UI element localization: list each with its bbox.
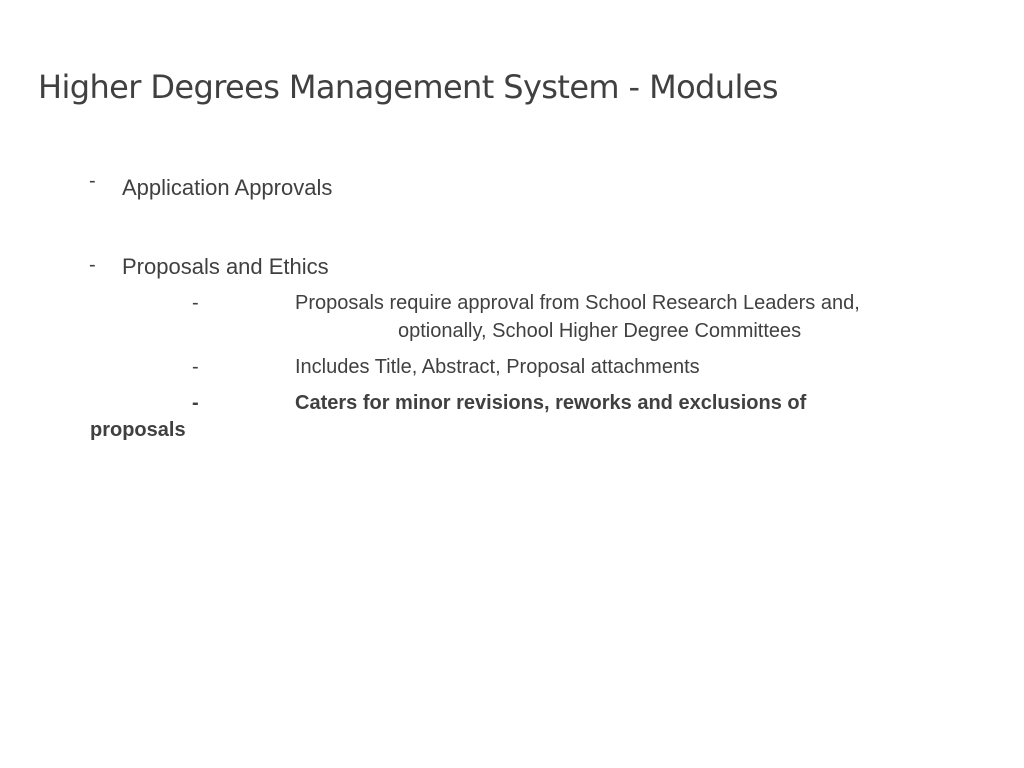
bullet-proposals-and-ethics: Proposals and Ethics xyxy=(122,254,329,279)
bullet-dash: - xyxy=(89,254,96,276)
sub-bullet-approval-line1: Proposals require approval from School Research Leaders and, xyxy=(295,292,860,314)
sub-bullet-includes: Includes Title, Abstract, Proposal attachments xyxy=(295,356,700,378)
sub-bullet-dash: - xyxy=(192,392,199,414)
slide-title: Higher Degrees Management System - Modules xyxy=(38,68,778,106)
sub-bullet-approval-line2: optionally, School Higher Degree Committees xyxy=(398,320,802,342)
bullet-dash: - xyxy=(89,170,96,192)
sub-bullet-caters-line2: proposals xyxy=(90,419,186,441)
bullet-application-approvals: Application Approvals xyxy=(122,175,333,200)
sub-bullet-caters-line1: Caters for minor revisions, reworks and exclusions of xyxy=(295,392,807,414)
sub-bullet-dash: - xyxy=(192,292,199,314)
sub-bullet-dash: - xyxy=(192,356,199,378)
